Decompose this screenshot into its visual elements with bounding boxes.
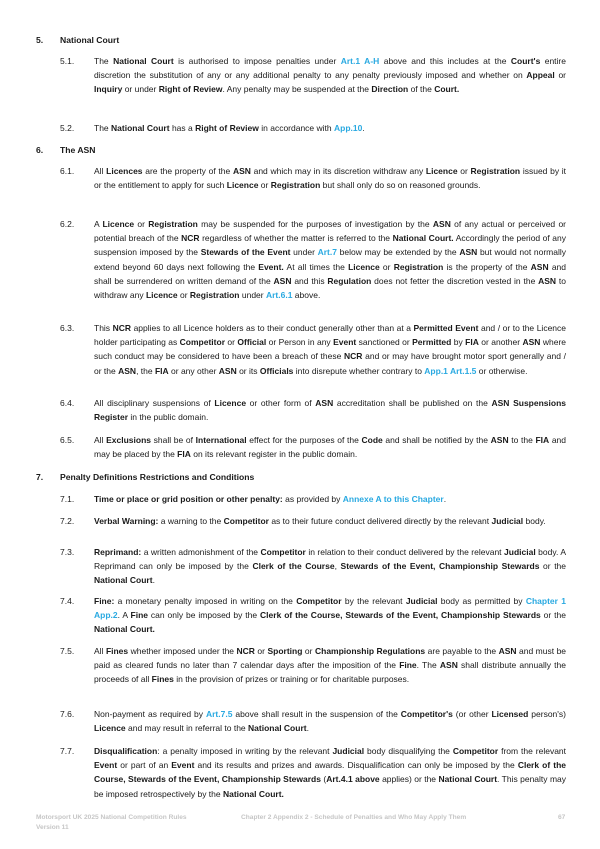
defined-term: Official — [237, 337, 267, 348]
clause-body — [94, 321, 566, 378]
body-text: Accordingly the period of any suspension imposed by the — [94, 233, 566, 258]
body-text: effect for the purposes of the — [246, 435, 362, 445]
footer-document-name: Motorsport UK 2025 National Competition Rules — [36, 814, 187, 821]
body-text: may be suspended for the purposes of investigation by the — [197, 219, 433, 229]
body-text: issued by it or the entitlement to apply for such — [94, 166, 567, 191]
body-text: and this — [291, 275, 328, 286]
clause-body — [94, 644, 566, 687]
body-text: regardless of whether the matter is referred to the — [199, 233, 393, 244]
defined-term: Time or place or grid position or other penalty: — [94, 494, 283, 504]
clause-number: 6.2. — [60, 219, 75, 229]
body-text: is the property of the — [443, 261, 531, 272]
defined-term: Stewards of the Event — [200, 247, 291, 258]
body-text: does not fetter the discretion vested in the — [371, 275, 539, 286]
defined-term: ASN — [538, 275, 557, 286]
defined-term: ASN — [522, 337, 541, 348]
body-text: in the public domain. — [128, 412, 209, 423]
body-text: or — [554, 70, 567, 81]
defined-term: Court's — [510, 56, 541, 66]
body-text: to the — [508, 435, 536, 445]
body-text: . The — [416, 660, 440, 671]
defined-term: Code — [361, 435, 383, 445]
clause-number: 6.4. — [60, 398, 75, 408]
defined-term: Licence — [425, 166, 458, 176]
clause-body — [94, 54, 566, 97]
clause-number: 6.5. — [60, 435, 75, 445]
defined-term: National Court — [113, 56, 174, 66]
clause-body — [94, 396, 566, 424]
clause-5-2 — [60, 121, 566, 135]
defined-term: National Court — [111, 123, 170, 133]
clause-7-7 — [60, 744, 566, 801]
defined-term: FIA — [465, 337, 479, 348]
defined-term: Stewards of the Event, Championship Stewards — [340, 561, 540, 572]
defined-term: National Court — [248, 723, 307, 734]
body-text: or its — [236, 365, 260, 376]
body-text: or — [457, 166, 471, 176]
body-text: are payable to the — [425, 646, 499, 656]
body-text: a warning to the — [158, 516, 224, 526]
defined-term: National Court. — [94, 624, 155, 635]
defined-term: ASN — [232, 166, 251, 176]
defined-term: Appeal — [526, 70, 555, 81]
body-text: . — [443, 494, 447, 504]
defined-term: FIA — [177, 449, 191, 460]
clause-6-2 — [60, 217, 566, 302]
defined-term: Licence — [226, 180, 259, 191]
clause-body — [94, 433, 566, 461]
defined-term: Regulation — [327, 275, 372, 286]
defined-term: Competitor — [223, 516, 269, 526]
body-text: person's) — [528, 709, 566, 719]
body-text: All — [94, 435, 107, 445]
cross-reference-link[interactable]: Art.7.5 — [205, 709, 233, 719]
body-text: . — [152, 575, 155, 586]
body-text: body. — [523, 516, 546, 526]
defined-term: National Court. — [222, 788, 284, 799]
body-text: of the — [408, 84, 435, 95]
defined-term: Licence — [145, 290, 178, 301]
body-text: in relation to their conduct delivered by the relevant — [305, 547, 505, 557]
clause-number: 5.1. — [60, 56, 75, 66]
cross-reference-link[interactable]: App.1 Art.1.5 — [424, 365, 477, 376]
body-text: body. A Reprimand can only be imposed by the — [94, 547, 566, 572]
body-text: and may result in referral to the — [125, 723, 249, 734]
clause-body — [94, 707, 566, 735]
body-text: or — [379, 261, 394, 272]
defined-term: Judicial — [491, 516, 524, 526]
clause-number: 7.4. — [60, 596, 75, 606]
defined-term: Event — [171, 760, 195, 771]
body-text: entire discretion the substitution of any or any additional penalty to any penalty previously imposed and whether on — [94, 56, 566, 81]
footer-version: Version 11 — [36, 824, 69, 831]
defined-term: Competitor — [179, 337, 226, 348]
body-text: or — [134, 219, 149, 229]
body-text: under — [239, 290, 266, 301]
cross-reference-link[interactable]: Art.6.1 — [265, 290, 293, 301]
clause-7-3 — [60, 545, 566, 588]
defined-term: Permitted Event — [413, 323, 479, 333]
body-text: ( — [320, 774, 327, 785]
clause-6-5 — [60, 433, 566, 461]
body-text: or — [302, 646, 315, 656]
body-text: has a — [169, 123, 196, 133]
defined-term: Right of Review — [195, 123, 259, 133]
clause-7-6 — [60, 707, 566, 735]
defined-term: ASN Suspensions Register — [94, 398, 566, 423]
defined-term: National Court — [94, 575, 153, 586]
clause-body — [94, 594, 566, 637]
body-text: whether imposed under the — [128, 646, 237, 656]
body-text: or the — [539, 561, 567, 572]
clause-body — [94, 514, 566, 528]
body-text: as to their future conduct delivered directly by the relevant — [268, 516, 492, 526]
clause-body — [94, 217, 566, 302]
body-text: but would not normally extend beyond 60 days next following the — [94, 247, 566, 272]
defined-term: Event — [94, 760, 118, 771]
defined-term: ASN — [118, 365, 137, 376]
body-text: under — [290, 247, 318, 258]
defined-term: Fine — [130, 610, 149, 621]
defined-term: Competitor — [452, 746, 499, 756]
clause-number: 7.1. — [60, 494, 75, 504]
body-text: body as permitted by — [437, 596, 526, 606]
defined-term: ASN — [432, 219, 451, 229]
defined-term: Fine — [399, 660, 417, 671]
clause-body — [94, 744, 566, 801]
body-text: and which may in its discretion withdraw any — [250, 166, 426, 176]
defined-term: ASN — [439, 660, 458, 671]
defined-term: Inquiry — [94, 84, 123, 95]
clause-number: 6.3. — [60, 323, 75, 333]
body-text: of any actual or perceived or potential breach of the — [94, 219, 566, 244]
body-text: or any other — [168, 365, 219, 376]
footer-chapter-title: Chapter 2 Appendix 2 - Schedule of Penalties and Who May Apply Them — [241, 814, 467, 821]
body-text: sanctioned or — [356, 337, 413, 348]
body-text: by — [451, 337, 466, 348]
body-text: or — [225, 337, 238, 348]
defined-term: Competitor — [296, 596, 342, 606]
defined-term: ASN — [530, 261, 549, 272]
defined-term: NCR — [112, 323, 132, 333]
defined-term: Licence — [102, 219, 135, 229]
body-text: All disciplinary suspensions of — [94, 398, 215, 408]
body-text: A — [94, 219, 103, 229]
defined-term: Licence — [348, 261, 380, 272]
clause-6-1 — [60, 164, 566, 192]
body-text: accreditation shall be published on the — [333, 398, 492, 408]
clause-7-5 — [60, 644, 566, 687]
body-text: , the — [136, 365, 155, 376]
body-text: where such conduct may be considered to have been a breach of these — [94, 337, 566, 362]
body-text: The — [94, 56, 114, 66]
body-text: into disrepute whether contrary to — [293, 365, 425, 376]
defined-term: Officials — [259, 365, 294, 376]
body-text: shall distribute annually the proceeds of all — [94, 660, 566, 685]
defined-term: Sporting — [267, 646, 303, 656]
defined-term: Licensed — [491, 709, 529, 719]
body-text: from the relevant — [498, 746, 567, 756]
body-text: (or other — [452, 709, 492, 719]
defined-term: National Court — [438, 774, 498, 785]
section-number: 6. — [36, 145, 44, 155]
defined-term: Licence — [214, 398, 247, 408]
defined-term: Right of Review — [158, 84, 223, 95]
clause-number: 6.1. — [60, 166, 75, 176]
defined-term: Licences — [106, 166, 143, 176]
body-text: or — [258, 180, 271, 191]
body-text: or the — [540, 610, 566, 621]
defined-term: National Court. — [392, 233, 454, 244]
defined-term: Disqualification — [94, 746, 158, 756]
defined-term: Registration — [189, 290, 240, 301]
body-text: are the property of the — [142, 166, 233, 176]
body-text: above. — [292, 290, 321, 301]
clause-number: 7.7. — [60, 746, 75, 756]
body-text: . — [362, 123, 365, 133]
defined-term: Verbal Warning: — [94, 516, 159, 526]
defined-term: ASN — [490, 435, 509, 445]
body-text: and must be paid as cleared funds no later than 7 calendar days after the imposition of the — [94, 646, 567, 671]
section-title: National Court — [60, 35, 120, 45]
defined-term: Court. — [434, 84, 460, 95]
body-text: or — [177, 290, 190, 301]
defined-term: Event. — [258, 261, 284, 272]
clause-body — [94, 545, 566, 588]
body-text: is authorised to impose penalties under — [173, 56, 341, 66]
clause-5-1 — [60, 54, 566, 97]
body-text: and / or to the Licence holder participating as — [94, 323, 566, 348]
body-text: a monetary penalty imposed in writing on the — [114, 596, 297, 606]
clause-number: 5.2. — [60, 123, 75, 133]
body-text: below may be extended by the — [336, 247, 460, 258]
defined-term: Registration — [148, 219, 198, 229]
body-text: body disqualifying the — [364, 746, 453, 756]
defined-term: ASN — [315, 398, 334, 408]
body-text: or under — [122, 84, 159, 95]
defined-term: Clerk of the Course — [252, 561, 335, 572]
body-text: but shall only do so on reasoned grounds. — [320, 180, 481, 191]
body-text: or Person in any — [266, 337, 334, 348]
body-text: All — [94, 166, 107, 176]
body-text: and may be placed by the — [94, 435, 567, 460]
clause-6-3 — [60, 321, 566, 378]
defined-term: NCR — [236, 646, 255, 656]
clause-7-1 — [60, 492, 566, 506]
defined-term: FIA — [154, 365, 169, 376]
defined-term: Event — [333, 337, 357, 348]
defined-term: Clerk of the Course, Stewards of the Event, Championship Stewards — [94, 760, 566, 785]
defined-term: NCR — [181, 233, 200, 244]
body-text: applies to all Licence holders as to their conduct generally other than at a — [131, 323, 414, 333]
defined-term: ASN — [273, 275, 292, 286]
cross-reference-link[interactable]: App.10 — [334, 123, 363, 133]
body-text: and shall be notified by the — [382, 435, 491, 445]
body-text: or part of an — [117, 760, 172, 771]
clause-body — [94, 164, 566, 192]
body-text: . — [306, 723, 309, 734]
defined-term: Fines — [105, 646, 129, 656]
section-title: Penalty Definitions Restrictions and Conditions — [60, 472, 255, 482]
body-text: as provided by — [282, 494, 343, 504]
defined-term: Judicial — [332, 746, 365, 756]
body-text: shall be of — [151, 435, 196, 445]
clause-number: 7.5. — [60, 646, 75, 656]
defined-term: ASN — [498, 646, 517, 656]
body-text: above shall result in the suspension of the — [232, 709, 401, 719]
defined-term: Clerk of the Course, Stewards of the Event, Championship Stewards — [260, 610, 541, 621]
defined-term: Registration — [470, 166, 521, 176]
body-text: At all times the — [283, 261, 349, 272]
body-text: This — [94, 323, 113, 333]
defined-term: NCR — [344, 351, 363, 362]
body-text: above and this includes at the — [379, 56, 511, 66]
body-text: a written admonishment of the — [141, 547, 261, 557]
body-text: or — [254, 646, 268, 656]
defined-term: International — [195, 435, 247, 445]
defined-term: Permitted — [412, 337, 452, 348]
defined-term: Fine: — [94, 596, 115, 606]
section-number: 7. — [36, 472, 44, 482]
defined-term: Reprimand: — [94, 547, 142, 557]
clause-7-4 — [60, 594, 566, 637]
defined-term: Competitor — [260, 547, 306, 557]
defined-term: Exclusions — [106, 435, 151, 445]
body-text: . Any penalty may be suspended at the — [222, 84, 372, 95]
defined-term: Direction — [371, 84, 409, 95]
cross-reference-link[interactable]: Annexe A to this Chapter — [342, 494, 444, 504]
body-text: and shall be surrendered on written demand of the — [94, 261, 567, 286]
clause-6-4 — [60, 396, 566, 424]
clause-number: 7.2. — [60, 516, 75, 526]
body-text: applies) or the — [379, 774, 439, 785]
clause-7-2 — [60, 514, 566, 528]
defined-term: Competitor's — [400, 709, 453, 719]
defined-term: ASN — [459, 247, 478, 258]
defined-term: ASN — [218, 365, 237, 376]
defined-term: Judicial — [405, 596, 438, 606]
defined-term: Licence — [94, 723, 126, 734]
body-text: : a penalty imposed in writing by the relevant — [157, 746, 333, 756]
cross-reference-link[interactable]: Chapter 1 App.2 — [94, 596, 566, 621]
section-number: 5. — [36, 35, 44, 45]
cross-reference-link[interactable]: Art.1 A-H — [340, 56, 380, 66]
footer-page-number: 67 — [558, 814, 566, 821]
clause-number: 7.3. — [60, 547, 75, 557]
body-text: . This penalty may be imposed retrospectively by the — [94, 774, 566, 799]
body-text: can only be imposed by the — [148, 610, 261, 621]
defined-term: Registration — [393, 261, 444, 272]
body-text: in accordance with — [258, 123, 334, 133]
defined-term: Registration — [270, 180, 321, 191]
defined-term: Art.4.1 above — [326, 774, 380, 785]
clause-body — [94, 121, 566, 135]
defined-term: Fines — [151, 674, 174, 685]
body-text: by the relevant — [341, 596, 406, 606]
clause-body — [94, 492, 566, 506]
body-text: on its relevant register in the public domain. — [190, 449, 358, 460]
cross-reference-link[interactable]: Art.7 — [317, 247, 337, 258]
defined-term: FIA — [535, 435, 550, 445]
body-text: or another — [478, 337, 523, 348]
body-text: The — [94, 123, 112, 133]
body-text: Non-payment as required by — [94, 709, 206, 719]
body-text: and or may have brought motor sport generally and / or the — [94, 351, 566, 376]
clause-number: 7.6. — [60, 709, 75, 719]
body-text: or other form of — [246, 398, 316, 408]
body-text: , — [334, 561, 341, 572]
footer-rules-title — [36, 813, 187, 833]
defined-term: Championship Regulations — [314, 646, 426, 656]
body-text: to withdraw any — [94, 275, 566, 301]
section-title: The ASN — [60, 145, 96, 155]
body-text: or otherwise. — [476, 365, 528, 376]
body-text: in the provision of prizes or training or for charitable purposes. — [173, 674, 410, 685]
defined-term: Judicial — [504, 547, 536, 557]
body-text: . A — [117, 610, 131, 621]
body-text: All — [94, 646, 106, 656]
body-text: and its results and prizes and awards. Disqualification can only be imposed by the — [194, 760, 518, 771]
